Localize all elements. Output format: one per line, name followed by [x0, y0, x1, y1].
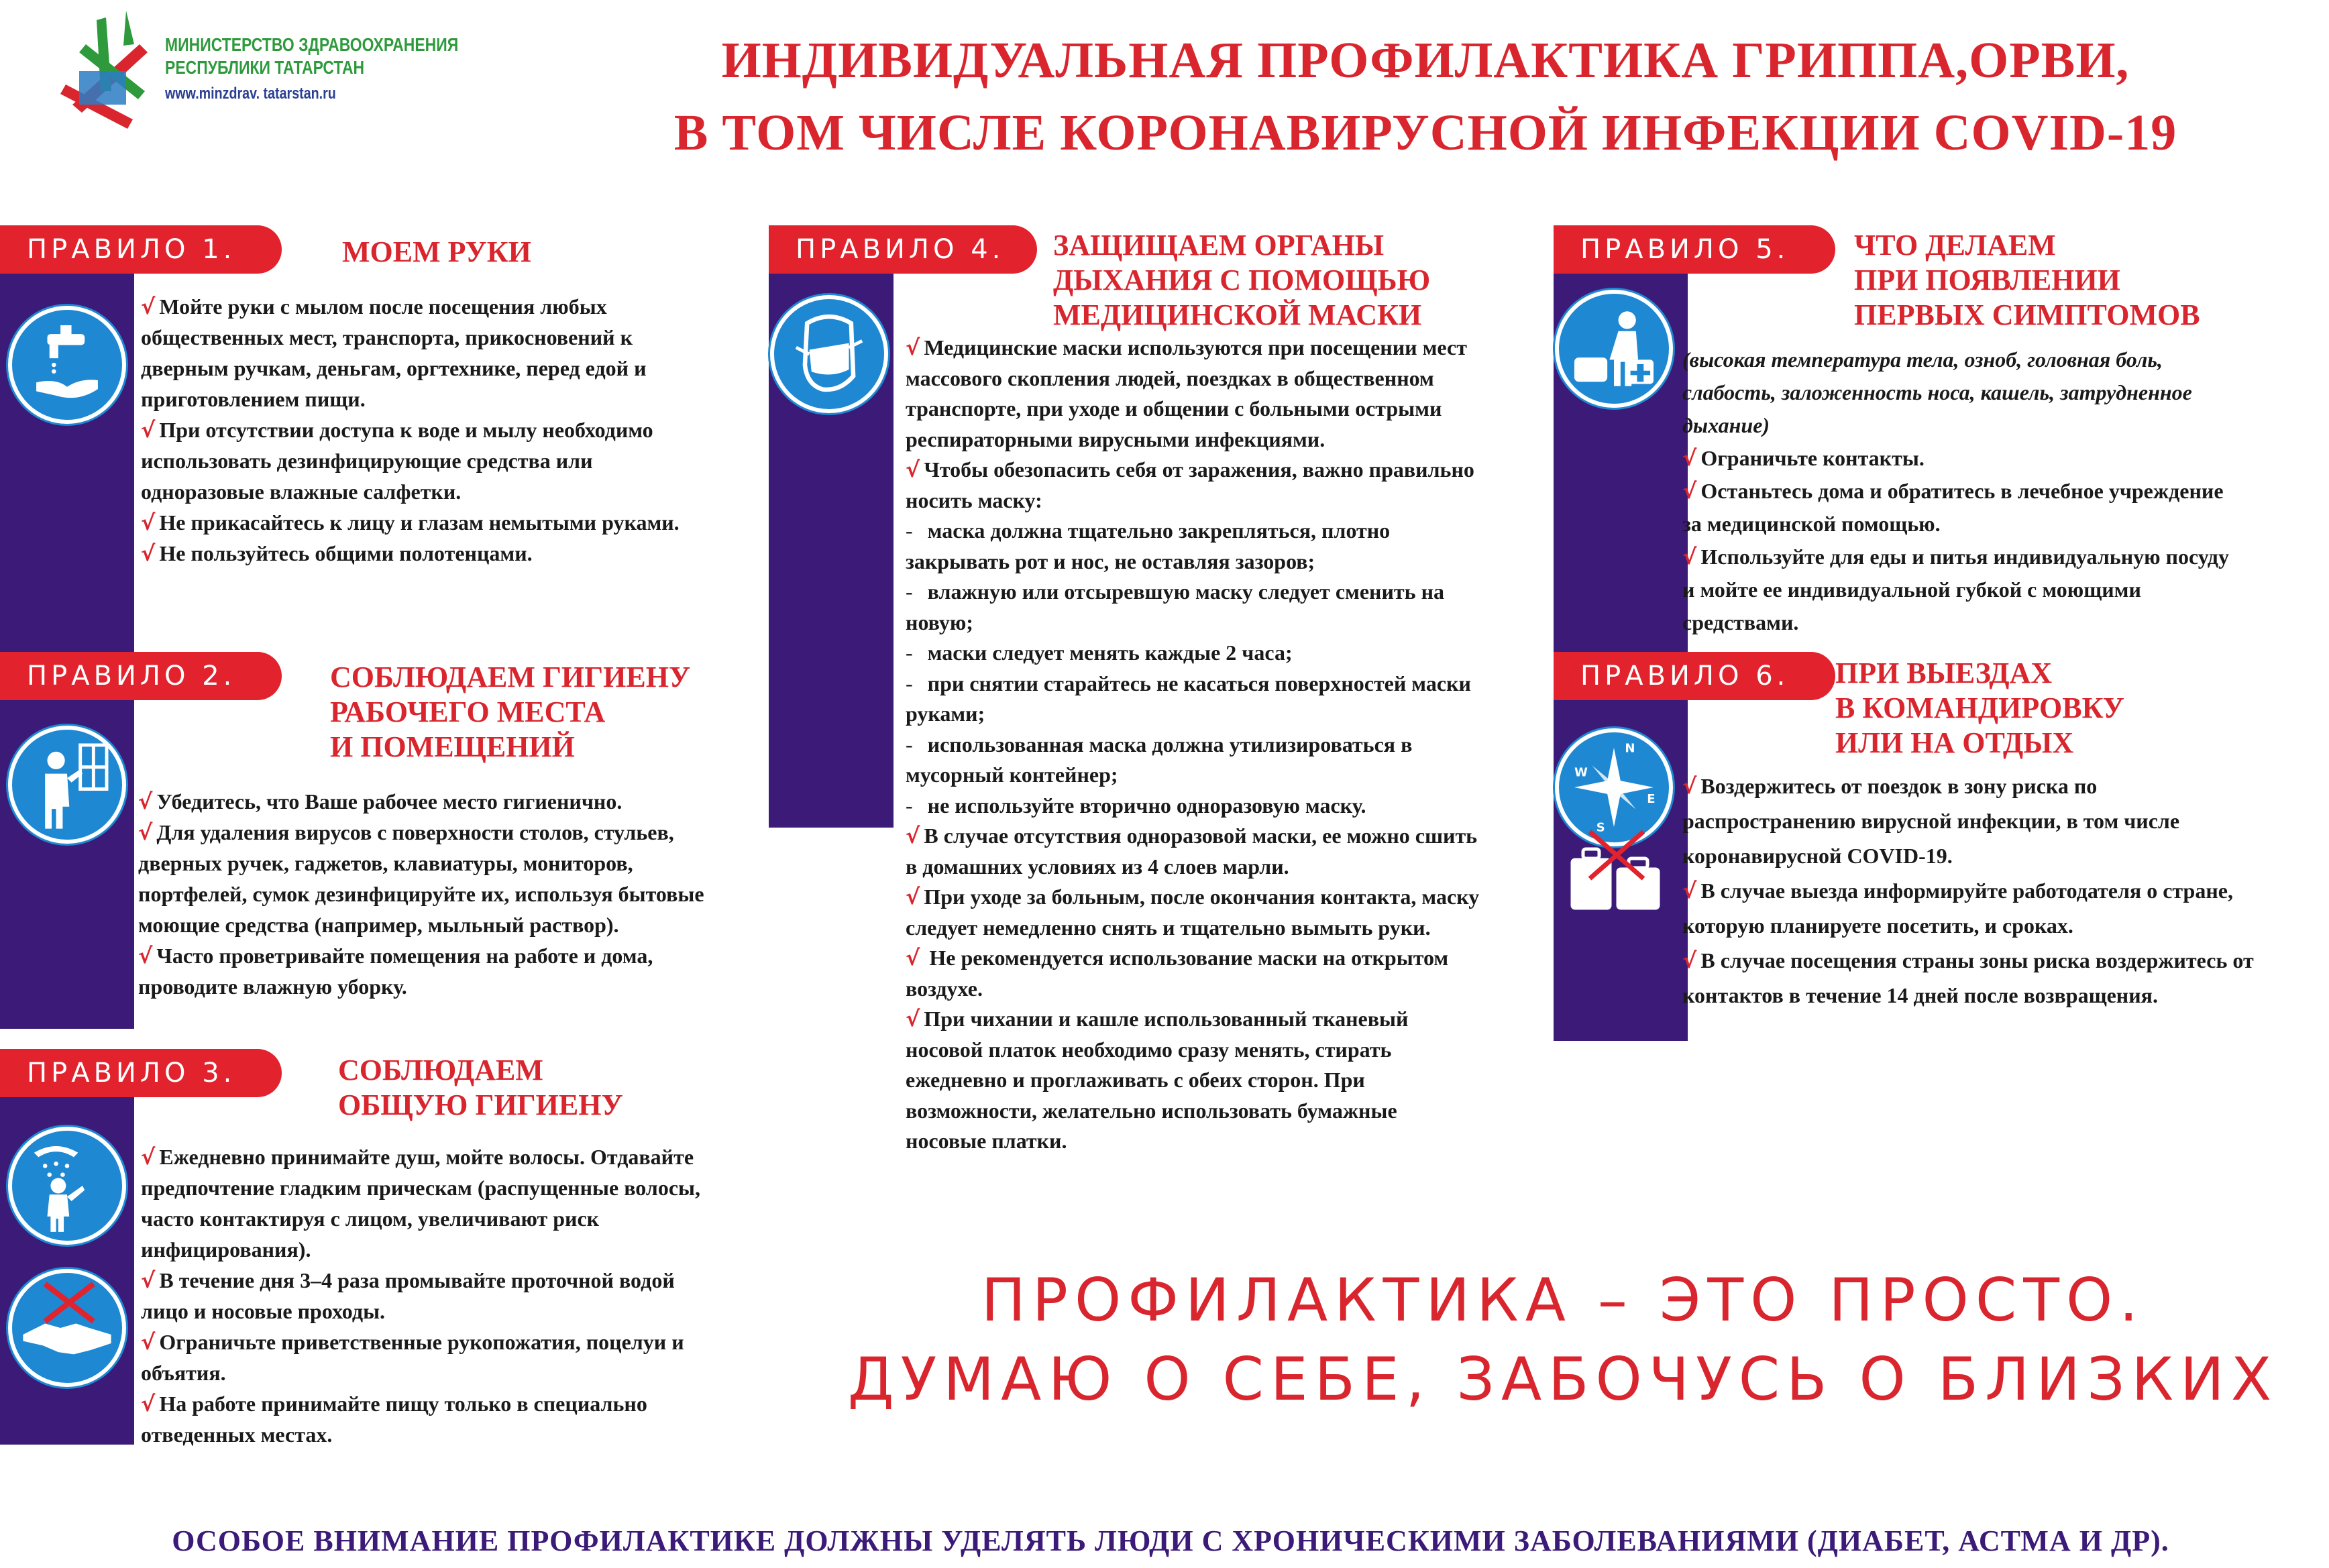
- list-item-text: Для удаления вирусов с поверхности столов, стульев,: [156, 820, 674, 844]
- compass-e: E: [1647, 791, 1656, 806]
- list-item: [141, 291, 765, 322]
- list-item-text: При отсутствии доступа к воде и мылу необходимо: [159, 418, 653, 442]
- dash-bullet: -: [906, 518, 913, 543]
- list-item: [1682, 606, 2313, 639]
- list-item: [1682, 769, 2313, 803]
- check-mark-icon: √: [138, 820, 153, 845]
- list-item-text: В случае посещения страны зоны риска воздержитесь от: [1700, 948, 2254, 972]
- list-item-text: не используйте вторично одноразовую маску.: [927, 793, 1366, 818]
- list-item: [141, 1296, 812, 1327]
- list-item: [906, 882, 1550, 913]
- list-item: [141, 384, 765, 414]
- list-item-text: часто контактируя с лицом, увеличивают риск: [141, 1207, 600, 1231]
- check-mark-icon: √: [141, 1144, 156, 1170]
- list-item: [906, 1035, 1550, 1066]
- compass-w: W: [1574, 765, 1588, 780]
- rule4-tab: ПРАВИЛО 4.: [769, 225, 1037, 274]
- list-item: [906, 1126, 1550, 1157]
- list-item-text: Ограничьте приветственные рукопожатия, поцелуи и: [159, 1330, 684, 1354]
- list-item: [906, 821, 1550, 852]
- list-item: [906, 455, 1550, 486]
- rule6-text: [1682, 769, 2313, 1013]
- list-item-text: закрывать рот и нос, не оставляя зазоров;: [906, 549, 1315, 573]
- list-item: [1682, 541, 2313, 573]
- check-mark-icon: √: [906, 1006, 920, 1031]
- list-item-text: Медицинские маски используются при посещении мест: [924, 335, 1467, 359]
- list-item-text: воздухе.: [906, 976, 983, 1001]
- ministry-logo: [59, 4, 488, 131]
- list-item: [141, 1419, 812, 1450]
- rule4-title-line: МЕДИЦИНСКОЙ МАСКИ: [1053, 298, 1422, 331]
- list-item-text: респираторными вирусными инфекциями.: [906, 427, 1325, 451]
- ministry-name: [165, 34, 458, 79]
- check-mark-icon: √: [141, 417, 156, 443]
- dash-bullet: -: [906, 579, 913, 604]
- list-item-text: лицо и носовые проходы.: [141, 1299, 386, 1323]
- list-item-text: ежедневно и проглаживать с обеих сторон. При: [906, 1068, 1365, 1092]
- rule4-title: [1053, 228, 1430, 333]
- list-item-text: носовые платки.: [906, 1129, 1067, 1153]
- list-item-text: и мойте ее индивидуальной губкой с моющими: [1682, 577, 2141, 602]
- rule5-tab: ПРАВИЛО 5.: [1554, 225, 1835, 274]
- list-item: [906, 913, 1550, 944]
- dash-bullet: -: [906, 640, 913, 665]
- list-item: [906, 943, 1550, 974]
- rule2-title: [330, 660, 690, 765]
- list-item-text: массового скопления людей, поездках в общественном: [906, 366, 1434, 390]
- list-item: [138, 971, 809, 1002]
- list-item: [1682, 409, 2313, 442]
- list-item: [1682, 475, 2313, 508]
- slogan-line1: ПРОФИЛАКТИКА – ЭТО ПРОСТО.: [981, 1266, 2145, 1335]
- list-item-text: Останьтесь дома и обратитесь в лечебное учреждение: [1700, 479, 2224, 503]
- list-item: [141, 1203, 812, 1234]
- list-item-text: руками;: [906, 702, 985, 726]
- list-item-text: дверных ручек, гаджетов, клавиатуры, мониторов,: [138, 851, 633, 875]
- list-item-text: следует немедленно снять и тщательно вымыть руки.: [906, 915, 1431, 940]
- rule3-title-line: ОБЩУЮ ГИГИЕНУ: [338, 1088, 623, 1121]
- rule6-title-line: ИЛИ НА ОТДЫХ: [1835, 726, 2074, 759]
- list-item-text: дыхание): [1682, 413, 1770, 437]
- rule1-title-line: МОЕМ РУКИ: [342, 235, 531, 268]
- ministry-emblem-icon: [59, 4, 160, 131]
- page-title: [671, 24, 2180, 169]
- list-item-text: отведенных местах.: [141, 1422, 333, 1447]
- check-mark-icon: √: [906, 884, 920, 909]
- list-item: [906, 760, 1550, 791]
- face-mask-icon: [770, 295, 888, 413]
- ministry-name-line2: РЕСПУБЛИКИ ТАТАРСТАН: [165, 57, 365, 78]
- list-item: [138, 817, 809, 848]
- list-item: [138, 848, 809, 879]
- rule1-tab: ПРАВИЛО 1.: [0, 225, 282, 274]
- list-item-text: за медицинской помощью.: [1682, 512, 1941, 536]
- list-item-text: Убедитесь, что Ваше рабочее место гигиенично.: [156, 789, 622, 814]
- list-item-text: возможности, желательно использовать бумажные: [906, 1098, 1397, 1123]
- list-item-text: В случае отсутствия одноразовой маски, ее можно сшить: [924, 824, 1478, 848]
- list-item-text: моющие средства (например, мыльный раствор).: [138, 913, 619, 937]
- rule3-title-line: СОБЛЮДАЕМ: [338, 1054, 543, 1086]
- rule6-title-line: В КОМАНДИРОВКУ: [1835, 691, 2124, 724]
- list-item: [138, 786, 809, 817]
- rule5-title: [1854, 228, 2200, 333]
- list-item: [906, 608, 1550, 638]
- list-item: [141, 1172, 812, 1203]
- list-item: [138, 909, 809, 940]
- page-title-line1: ИНДИВИДУАЛЬНАЯ ПРОФИЛАКТИКА ГРИППА,ОРВИ,: [721, 32, 2130, 89]
- list-item-text: предпочтение гладким прическам (распущенные волосы,: [141, 1176, 700, 1200]
- list-item: [906, 791, 1550, 822]
- rule2-title-line: СОБЛЮДАЕМ ГИГИЕНУ: [330, 661, 691, 693]
- list-item-text: дверным ручкам, деньгам, оргтехнике, перед едой и: [141, 356, 647, 380]
- list-item-text: влажную или отсыревшую маску следует сменить на: [927, 579, 1444, 604]
- list-item-text: На работе принимайте пищу только в специально: [159, 1392, 647, 1416]
- rule3-title: [338, 1053, 623, 1123]
- list-item: [1682, 908, 2313, 943]
- list-item-text: Ограничьте контакты.: [1700, 446, 1925, 470]
- check-mark-icon: √: [1682, 773, 1697, 799]
- check-mark-icon: √: [1682, 878, 1697, 903]
- check-mark-icon: √: [906, 457, 920, 482]
- rule6-tab: ПРАВИЛО 6.: [1554, 652, 1835, 700]
- list-item-text: использованная маска должна утилизироваться в: [927, 732, 1413, 757]
- list-item-text: носовой платок необходимо сразу менять, стирать: [906, 1037, 1392, 1062]
- list-item: [906, 1096, 1550, 1127]
- check-mark-icon: √: [1682, 544, 1697, 569]
- check-mark-icon: √: [141, 510, 156, 535]
- list-item-text: Чтобы обезопасить себя от заражения, важно правильно: [924, 457, 1474, 482]
- list-item: [906, 394, 1550, 425]
- list-item: [141, 1357, 812, 1388]
- rule2-text: [138, 786, 809, 1002]
- dash-bullet: -: [906, 671, 913, 695]
- list-item-text: маски следует менять каждые 2 часа;: [927, 640, 1293, 665]
- list-item-text: Часто проветривайте помещения на работе и дома,: [156, 944, 653, 968]
- check-mark-icon: √: [141, 541, 156, 566]
- list-item-text: Используйте для еды и питья индивидуальную посуду: [1700, 545, 2229, 569]
- list-item-text: коронавирусной COVID-19.: [1682, 844, 1953, 868]
- rule4-title-line: ЗАЩИЩАЕМ ОРГАНЫ: [1053, 229, 1385, 262]
- rule1-title: [342, 235, 531, 270]
- rule4-text: [906, 333, 1550, 1157]
- list-item: [1682, 573, 2313, 606]
- list-item: [1682, 508, 2313, 541]
- list-item-text: При чихании и кашле использованный тканевый: [924, 1007, 1409, 1031]
- check-mark-icon: √: [1682, 445, 1697, 471]
- list-item-text: Ежедневно принимайте душ, мойте волосы. Отдавайте: [159, 1145, 694, 1169]
- check-mark-icon: √: [906, 823, 920, 848]
- list-item: [906, 516, 1550, 547]
- list-item: [141, 538, 765, 569]
- rule5-title-line: ЧТО ДЕЛАЕМ: [1854, 229, 2056, 262]
- list-item-text: проводите влажную уборку.: [138, 974, 407, 999]
- list-item: [906, 547, 1550, 577]
- list-item: [1682, 376, 2313, 409]
- rule3-text: [141, 1141, 812, 1450]
- list-item-text: распространению вирусной инфекции, в том числе: [1682, 809, 2180, 833]
- list-item-text: использовать дезинфицирующие средства или: [141, 449, 593, 473]
- check-mark-icon: √: [906, 945, 920, 970]
- list-item-text: В течение дня 3–4 раза промывайте проточной водой: [159, 1268, 675, 1292]
- list-item: [138, 879, 809, 909]
- rule6-title-line: ПРИ ВЫЕЗДАХ: [1835, 657, 2053, 689]
- slogan: [812, 1261, 2314, 1419]
- rule2-title-line: И ПОМЕЩЕНИЙ: [330, 730, 575, 763]
- list-item: [906, 852, 1550, 883]
- list-item: [138, 940, 809, 971]
- list-item-text: в домашних условиях из 4 слоев марли.: [906, 854, 1289, 879]
- list-item: [141, 414, 765, 445]
- rule5-text: [1682, 343, 2313, 639]
- list-item: [141, 322, 765, 353]
- list-item-text: приготовлением пищи.: [141, 387, 366, 411]
- list-item-text: слабость, заложенность носа, кашель, затрудненное: [1682, 380, 2192, 404]
- list-item: [906, 974, 1550, 1005]
- rule4-title-line: ДЫХАНИЯ С ПОМОЩЬЮ: [1053, 264, 1431, 296]
- list-item: [141, 1234, 812, 1265]
- shower-icon: [8, 1127, 126, 1245]
- check-mark-icon: √: [906, 335, 920, 360]
- compass-n: N: [1625, 741, 1635, 756]
- list-item-text: портфелей, сумок дезинфицируйте их, используя бытовые: [138, 882, 704, 906]
- list-item: [1682, 343, 2313, 376]
- check-mark-icon: √: [141, 1391, 156, 1416]
- list-item: [1682, 838, 2313, 873]
- list-item: [1682, 978, 2313, 1013]
- list-item: [906, 699, 1550, 730]
- list-item: [141, 1388, 812, 1419]
- list-item-text: В случае выезда информируйте работодателя о стране,: [1700, 879, 2233, 903]
- list-item-text: транспорте, при уходе и общении с больными острыми: [906, 396, 1442, 421]
- list-item: [1682, 873, 2313, 908]
- list-item-text: инфицирования).: [141, 1237, 311, 1262]
- list-item: [906, 669, 1550, 699]
- list-item: [906, 486, 1550, 516]
- check-mark-icon: √: [138, 789, 153, 814]
- list-item-text: При уходе за больным, после окончания контакта, маску: [924, 885, 1480, 909]
- list-item-text: Мойте руки с мылом после посещения любых: [159, 294, 607, 319]
- window-cleaning-icon: [8, 726, 126, 844]
- check-mark-icon: √: [141, 1329, 156, 1355]
- check-mark-icon: √: [1682, 478, 1697, 504]
- list-item: [1682, 943, 2313, 978]
- handwashing-icon: [8, 306, 126, 424]
- list-item-text: новую;: [906, 610, 973, 634]
- list-item-text: Не прикасайтесь к лицу и глазам немытыми руками.: [159, 510, 680, 535]
- check-mark-icon: √: [141, 1268, 156, 1293]
- check-mark-icon: √: [141, 294, 156, 319]
- slogan-line2: ДУМАЮ О СЕБЕ, ЗАБОЧУСЬ О БЛИЗКИХ: [847, 1345, 2279, 1414]
- rule1-text: [141, 291, 765, 569]
- list-item-text: Воздержитесь от поездок в зону риска по: [1700, 774, 2098, 798]
- list-item: [906, 577, 1550, 608]
- list-item: [906, 1065, 1550, 1096]
- list-item-text: Не пользуйтесь общими полотенцами.: [159, 541, 533, 565]
- list-item: [906, 730, 1550, 761]
- list-item: [141, 445, 765, 476]
- list-item: [141, 353, 765, 384]
- rule5-title-line: ПЕРВЫХ СИМПТОМОВ: [1854, 298, 2200, 331]
- list-item-text: при снятии старайтесь не касаться поверхностей маски: [927, 671, 1471, 695]
- list-item-text: одноразовые влажные салфетки.: [141, 480, 462, 504]
- list-item: [906, 425, 1550, 455]
- rule3-tab: ПРАВИЛО 3.: [0, 1049, 282, 1097]
- rule2-tab: ПРАВИЛО 2.: [0, 652, 282, 700]
- no-travel-luggage-icon: [1563, 825, 1670, 919]
- list-item: [141, 1265, 812, 1296]
- list-item-text: объятия.: [141, 1361, 226, 1385]
- list-item: [141, 476, 765, 507]
- list-item: [1682, 803, 2313, 838]
- list-item-text: средствами.: [1682, 610, 1799, 634]
- dash-bullet: -: [906, 793, 913, 818]
- ministry-name-line1: МИНИСТЕРСТВО ЗДРАВООХРАНЕНИЯ: [165, 34, 459, 55]
- list-item-text: носить маску:: [906, 488, 1042, 512]
- list-item: [906, 333, 1550, 363]
- ministry-url[interactable]: www.minzdrav. tatarstan.ru: [165, 85, 336, 103]
- list-item-text: (высокая температура тела, озноб, головная боль,: [1682, 347, 2163, 372]
- rule6-title: [1835, 656, 2124, 761]
- list-item-text: Не рекомендуется использование маски на открытом: [924, 946, 1449, 970]
- check-mark-icon: √: [138, 943, 153, 968]
- list-item-text: маска должна тщательно закрепляться, плотно: [927, 518, 1391, 543]
- list-item: [141, 507, 765, 538]
- list-item: [906, 363, 1550, 394]
- page-title-line2: В ТОМ ЧИСЛЕ КОРОНАВИРУСНОЙ ИНФЕКЦИИ COVID-19: [673, 105, 2177, 161]
- compass-s: S: [1596, 820, 1605, 835]
- bottom-note: ОСОБОЕ ВНИМАНИЕ ПРОФИЛАКТИКЕ ДОЛЖНЫ УДЕЛЯТЬ ЛЮДИ С ХРОНИЧЕСКИМИ ЗАБОЛЕВАНИЯМИ (ДИАБЕТ, АСТМА И ДР).: [172, 1524, 2169, 1557]
- no-handshake-icon: [8, 1269, 126, 1387]
- check-mark-icon: √: [1682, 948, 1697, 973]
- list-item: [141, 1141, 812, 1172]
- sick-person-icon: [1555, 290, 1673, 408]
- dash-bullet: -: [906, 732, 913, 757]
- rule5-title-line: ПРИ ПОЯВЛЕНИИ: [1854, 264, 2120, 296]
- list-item-text: общественных мест, транспорта, прикосновений к: [141, 325, 633, 349]
- list-item-text: которую планируете посетить, и сроках.: [1682, 913, 2073, 938]
- list-item-text: контактов в течение 14 дней после возвращения.: [1682, 983, 2158, 1007]
- list-item: [141, 1327, 812, 1357]
- list-item: [906, 1004, 1550, 1035]
- list-item: [906, 638, 1550, 669]
- rule2-title-line: РАБОЧЕГО МЕСТА: [330, 695, 606, 728]
- list-item-text: мусорный контейнер;: [906, 763, 1118, 787]
- list-item: [1682, 442, 2313, 475]
